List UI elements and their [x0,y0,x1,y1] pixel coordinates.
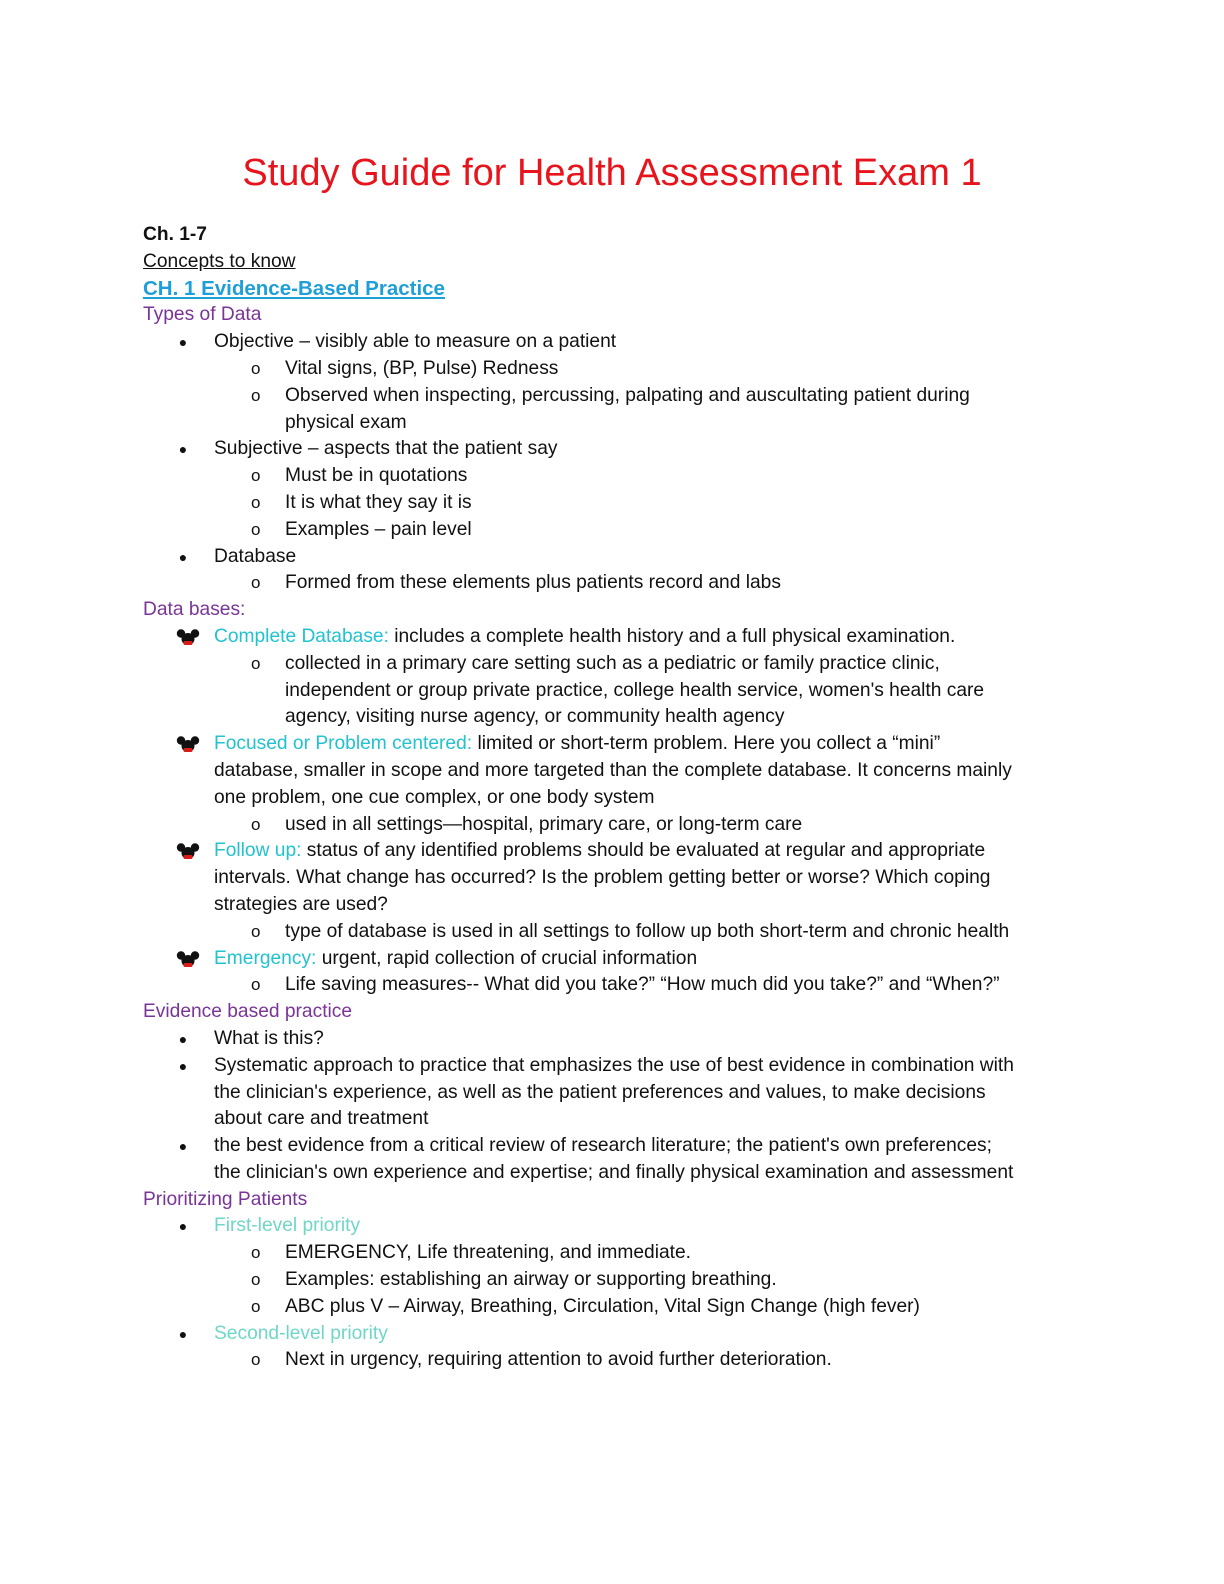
list-item: ● Database [143,544,1073,571]
list-item-continued: strategies are used? [214,893,388,915]
list-item: ● Subjective – aspects that the patient say [143,436,1073,463]
circle-bullet-icon: o [251,1350,261,1370]
circle-bullet-icon: o [251,492,261,512]
data-bases-heading: Data bases: [143,599,246,621]
mickey-mouse-icon [176,843,200,860]
term-label: Emergency: [214,947,317,969]
circle-bullet-icon: o [251,1270,261,1290]
document-title: Study Guide for Health Assessment Exam 1 [242,152,982,194]
list-item: o Formed from these elements plus patients record and labs [143,570,1073,597]
list-item-continued: the clinician's own experience and expertise; and finally physical examination and assessment [214,1161,1014,1183]
chapters-label: Ch. 1-7 [143,224,207,245]
list-item: o It is what they say it is [143,490,1073,517]
bullet-icon: ● [178,1138,188,1155]
circle-bullet-icon: o [251,385,261,405]
list-item: o Life saving measures-- What did you take?” “How much did you take?” and “When?” [143,972,1073,999]
circle-bullet-icon: o [251,466,261,486]
list-item: o Next in urgency, requiring attention to avoid further deterioration. [143,1347,1073,1374]
list-item: Focused or Problem centered: limited or short-term problem. Here you collect a “mini” [143,731,1073,758]
list-item: o Vital signs, (BP, Pulse) Redness [143,356,1073,383]
mickey-mouse-icon [176,736,200,753]
term-label: Follow up: [214,840,302,862]
list-item: o Observed when inspecting, percussing, palpating and auscultating patient during [143,383,1073,410]
bullet-icon: ● [178,334,188,351]
circle-bullet-icon: o [251,921,261,941]
list-item: o Examples: establishing an airway or supporting breathing. [143,1267,1073,1294]
circle-bullet-icon: o [251,573,261,593]
term-label: Focused or Problem centered: [214,733,473,755]
list-item: Follow up: status of any identified problems should be evaluated at regular and appropriate [143,838,1073,865]
list-item: o type of database is used in all settings to follow up both short-term and chronic health [143,919,1073,946]
list-item: ● Second-level priority [143,1321,1073,1348]
ebp-heading: Evidence based practice [143,1001,353,1023]
bullet-icon: ● [178,1057,188,1074]
list-item-continued: physical exam [285,411,407,433]
bullet-icon: ● [178,548,188,565]
list-item: o Must be in quotations [143,463,1073,490]
list-item: ● First-level priority [143,1213,1073,1240]
list-item: ● Objective – visibly able to measure on a patient [143,329,1073,356]
list-item: ● What is this? [143,1026,1073,1053]
list-item: o Examples – pain level [143,517,1073,544]
list-item-continued: one problem, one cue complex, or one body system [214,786,655,808]
list-item-continued: agency, visiting nurse agency, or community health agency [285,706,785,728]
list-item: ● Systematic approach to practice that emphasizes the use of best evidence in combination with [143,1053,1073,1080]
mickey-mouse-icon [176,951,200,968]
circle-bullet-icon: o [251,519,261,539]
list-item-continued: the clinician's experience, as well as the patient preferences and values, to make decisions [214,1081,986,1103]
list-item: o ABC plus V – Airway, Breathing, Circulation, Vital Sign Change (high fever) [143,1294,1073,1321]
bullet-icon: ● [178,1325,188,1342]
list-item-continued: about care and treatment [214,1108,429,1130]
list-item: Emergency: urgent, rapid collection of crucial information [143,946,1073,973]
prioritizing-heading: Prioritizing Patients [143,1188,308,1210]
list-item: o EMERGENCY, Life threatening, and immediate. [143,1240,1073,1267]
circle-bullet-icon: o [251,975,261,995]
types-of-data-heading: Types of Data [143,304,262,326]
list-item: o collected in a primary care setting such as a pediatric or family practice clinic, [143,651,1073,678]
ch1-heading-link[interactable]: CH. 1 Evidence-Based Practice [143,276,445,300]
circle-bullet-icon: o [251,1243,261,1263]
list-item-continued: intervals. What change has occurred? Is the problem getting better or worse? Which coping [214,867,991,889]
bullet-icon: ● [178,1030,188,1047]
term-label: Complete Database: [214,625,389,647]
list-item: Complete Database: includes a complete health history and a full physical examination. [143,624,1073,651]
bullet-icon: ● [178,1218,188,1235]
bullet-icon: ● [178,441,188,458]
circle-bullet-icon: o [251,358,261,378]
circle-bullet-icon: o [251,1296,261,1316]
list-item: ● the best evidence from a critical review of research literature; the patient's own preferences; [143,1133,1073,1160]
document-page [143,150,1073,1374]
list-item: o used in all settings—hospital, primary care, or long-term care [143,812,1073,839]
circle-bullet-icon: o [251,814,261,834]
concepts-label: Concepts to know [143,250,296,272]
list-item-continued: database, smaller in scope and more targeted than the complete database. It concerns mainly [214,759,1012,781]
circle-bullet-icon: o [251,653,261,673]
list-item-continued: independent or group private practice, college health service, women's health care [285,679,985,701]
mickey-mouse-icon [176,629,200,646]
